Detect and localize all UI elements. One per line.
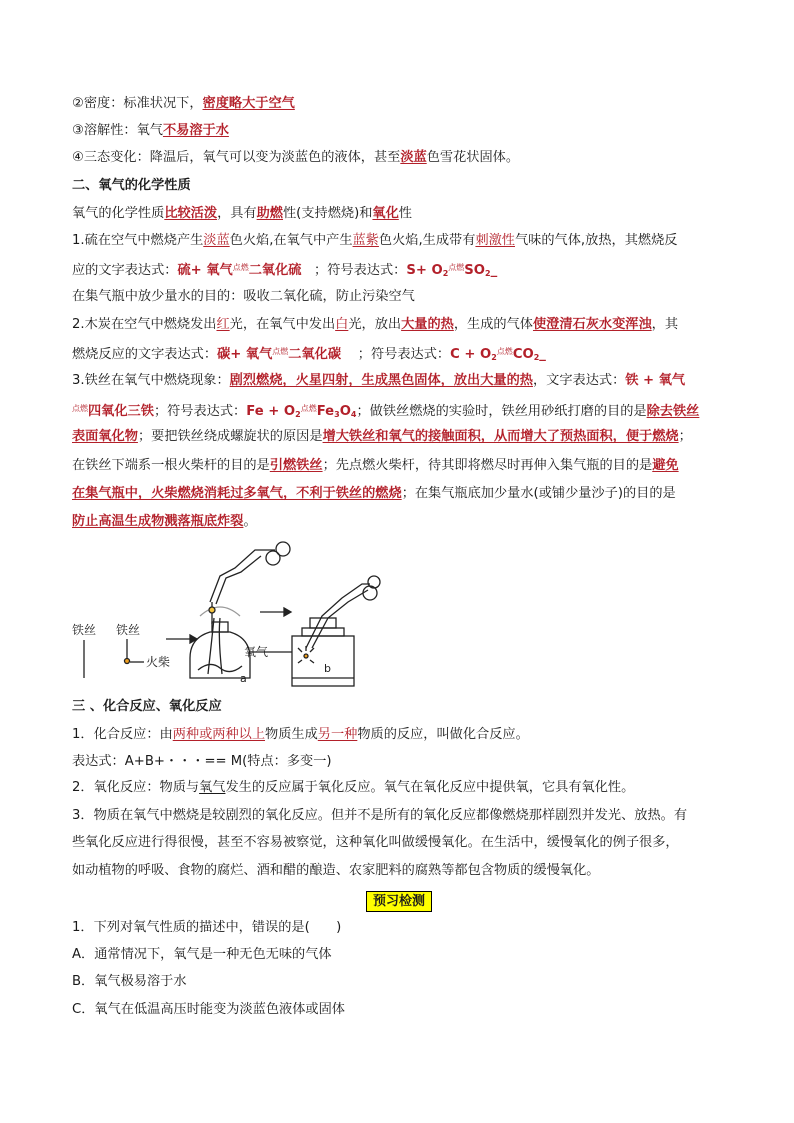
slow-oxidation-line-1: 3．物质在氧气中燃烧是较剧烈的氧化反应。但并不是所有的氧化反应都像燃烧那样剧烈并发光、放热。有 [72,808,688,823]
combination-line-1: 1．化合反应：由两种或两种以上物质生成另一种物质的反应，叫做化合反应。 [72,727,529,742]
question-1-option-c[interactable]: C．氧气在低温高压时能变为淡蓝色液体或固体 [72,1002,345,1017]
question-1: 1．下列对氧气性质的描述中，错误的是( ) [72,920,342,935]
label-match: 火柴 [146,655,171,669]
iron-line-2: $^{点燃}$四氧化三铁；符号表达式：$Fe + O_2^{点燃}Fe_3O_4$；做铁丝燃烧的实验时，铁丝用砂纸打磨的目的是除去铁丝 [72,404,700,419]
carbon-line-2: 燃烧反应的文字表达式：碳+ 氧气$^{点燃}$二氧化碳 ；符号表达式：$C + O_2^{点燃}CO_2\_$ [72,347,546,362]
carbon-line-1: 2.木炭在空气中燃烧发出红光，在氧气中发出白光，放出大量的热，生成的气体使澄清石灰水变浑浊，其 [72,317,679,332]
iron-line-5: 在集气瓶中，火柴燃烧消耗过多氧气，不利于铁丝的燃烧；在集气瓶底加少量水(或铺少量沙子)的目的是 [72,486,676,501]
preview-test-badge: 预习检测 [366,891,432,912]
label-b: b [324,662,331,675]
combination-line-2: 表达式：A+B+・・・== M(特点：多变一) [72,754,332,769]
section-heading-3: 三 、化合反应、氧化反应 [72,699,222,714]
state-change-line: ④三态变化：降温后，氧气可以变为淡蓝色的液体，甚至淡蓝色雪花状固体。 [72,150,520,165]
question-1-option-a[interactable]: A．通常情况下，氧气是一种无色无味的气体 [72,947,332,962]
iron-wire-experiment-figure [70,538,390,690]
sulfur-line-2: 应的文字表达式：硫+ 氧气$^{点燃}$二氧化硫 ；符号表达式：$S+ O_2^{点燃}SO_2\_$ [72,263,498,278]
chem-property-line: 氧气的化学性质比较活泼，具有助燃性(支持燃烧)和氧化性 [72,206,412,221]
oxidation-line-1: 2．氧化反应：物质与氧气发生的反应属于氧化反应。氧气在氧化反应中提供氧，它具有氧化性。 [72,780,635,795]
iron-line-1: 3.铁丝在氧气中燃烧现象：剧烈燃烧，火星四射，生成黑色固体，放出大量的热，文字表达式：铁 + 氧气 [72,373,686,388]
iron-line-3: 表面氧化物；要把铁丝绕成螺旋状的原因是增大铁丝和氧气的接触面积，从而增大了预热面积，便于燃烧； [72,429,692,444]
label-a: a [240,672,247,685]
question-1-option-b[interactable]: B．氧气极易溶于水 [72,974,187,989]
label-wire-2: 铁丝 [116,623,141,637]
slow-oxidation-line-3: 如动植物的呼吸、食物的腐烂、酒和醋的酿造、农家肥料的腐熟等都包含物质的缓慢氧化。 [72,863,600,878]
sulfur-line-1: 1.硫在空气中燃烧产生淡蓝色火焰,在氧气中产生蓝紫色火焰,生成带有刺激性气味的气体,放热，其燃烧反 [72,233,678,248]
iron-line-4: 在铁丝下端系一根火柴杆的目的是引燃铁丝；先点燃火柴杆，待其即将燃尽时再伸入集气瓶的目的是避免 [72,458,679,473]
label-wire-1: 铁丝 [72,623,97,637]
iron-line-6: 防止高温生成物溅落瓶底炸裂。 [72,514,257,529]
density-line: ②密度：标准状况下，密度略大于空气 [72,96,295,111]
slow-oxidation-line-2: 些氧化反应进行得很慢，甚至不容易被察觉，这种氧化叫做缓慢氧化。在生活中，缓慢氧化的例子很多， [72,835,679,850]
solubility-line: ③溶解性：氧气不易溶于水 [72,123,229,138]
section-heading-2: 二、氧气的化学性质 [72,178,191,193]
label-oxygen: 氧气 [244,645,269,659]
sulfur-line-3: 在集气瓶中放少量水的目的：吸收二氧化硫，防止污染空气 [72,289,415,304]
